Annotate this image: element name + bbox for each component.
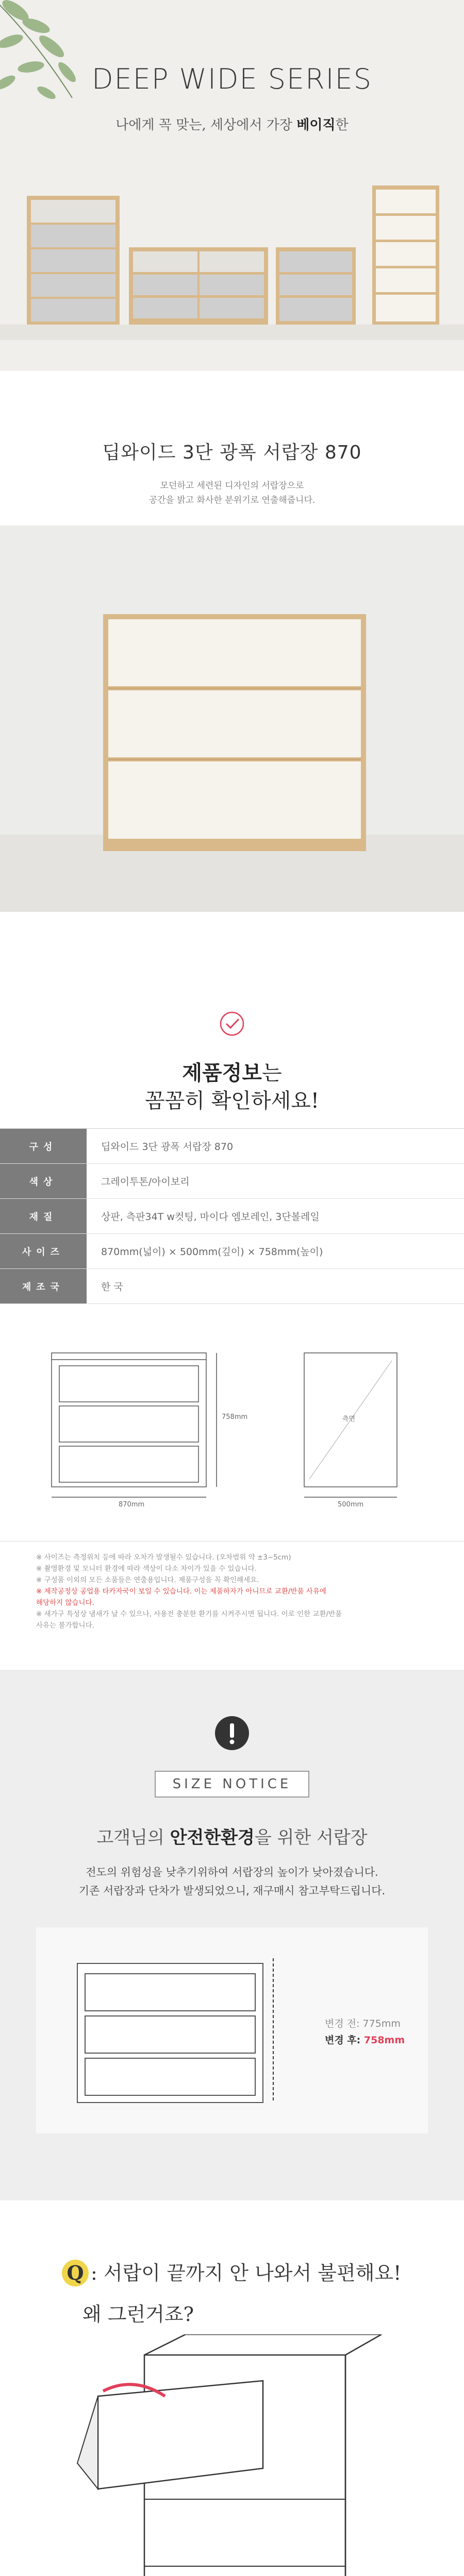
info-title: 제품정보는 꼼꼼히 확인하세요! (145, 1061, 319, 1113)
notes-section (0, 1541, 464, 1670)
dimension-diagram-section (0, 1304, 464, 1541)
note-item-warning: 해당하지 않습니다. (36, 1599, 94, 1607)
info-header-section (0, 912, 464, 1128)
size-notice-label: SIZE NOTICE (155, 1771, 309, 1798)
note-item: ※ 촬영환경 및 모니터 환경에 따라 색상이 다소 차이가 있을 수 있습니다. (36, 1565, 257, 1573)
check-circle-icon (218, 1010, 246, 1038)
note-item-warning: ※ 제작공정상 공업용 타카자국이 보일 수 있습니다. 이는 제품하자가 아니므로 교환/반품 사유에 (36, 1587, 326, 1596)
hero-section (0, 0, 464, 371)
height-label: 758mm (222, 1413, 248, 1421)
product-description: 모던하고 세련된 디자인의 서랍장으로 공간을 밝고 화사한 분위기로 연출해줍니다. (148, 481, 316, 505)
note-item: ※ 사이즈는 측정위치 등에 따라 오차가 발생될수 있습니다. (오차범위 약 ±3~5cm) (36, 1553, 291, 1562)
question-line-1: Q : 서랍이 끝까지 안 나와서 불편해요! (62, 2257, 401, 2286)
note-item: 사유는 불가합니다. (36, 1621, 94, 1630)
leaves-decoration (0, 0, 108, 118)
notice-text: 전도의 위험성을 낮추기위하여 서랍장의 높이가 낮아졌습니다. 기존 서랍장과 단차가 발생되었으니, 재구매시 참고부탁드립니다. (78, 1866, 386, 1897)
series-subtitle: 나에게 꼭 맞는, 세상에서 가장 베이직한 (115, 117, 349, 133)
width-label: 870mm (119, 1501, 145, 1509)
dimension-diagram (0, 1304, 464, 1541)
spec-value: 그레이투톤/아이보리 (101, 1176, 190, 1188)
spec-label: 색상 (0, 1164, 87, 1198)
spec-table (0, 1128, 464, 1304)
spec-row-color (0, 1164, 464, 1199)
after-size-label: 변경 후: 758mm (325, 2035, 405, 2046)
size-notice-section (0, 1670, 464, 2200)
spec-row-origin (0, 1269, 464, 1304)
notice-headline: 고객님의 안전한환경을 위한 서랍장 (96, 1827, 368, 1848)
spec-label: 구성 (0, 1129, 87, 1163)
question-line-2: 왜 그런거죠? (82, 2303, 194, 2326)
spec-row-material (0, 1199, 464, 1234)
spec-value: 한 국 (101, 1281, 123, 1293)
spec-value: 상판, 측판34T w컷팅, 마이다 엠보레인, 3단볼레일 (101, 1211, 320, 1223)
note-item: ※ 새가구 특성상 냄새가 날 수 있으나, 사용전 충분한 환기를 시켜주시면 됩니다. 이로 인한 교환/반품 (36, 1610, 342, 1618)
spec-value: 870mm(넓이) × 500mm(깊이) × 758mm(높이) (101, 1246, 323, 1258)
q-badge: Q (62, 2260, 89, 2286)
spec-label: 제조국 (0, 1269, 87, 1303)
side-label: 측면 (342, 1415, 356, 1423)
spec-row-size (0, 1234, 464, 1269)
size-change-image (36, 1927, 428, 2133)
note-item: ※ 구성품 이외의 모든 소품들은 연출용입니다. 제품구성을 꼭 확인해세요. (36, 1576, 259, 1584)
product-title-section (0, 371, 464, 526)
qa-section (0, 2200, 464, 2576)
product-lineup-image (0, 170, 464, 340)
spec-label: 재질 (0, 1199, 87, 1233)
product-photo-section (0, 526, 464, 912)
spec-label: 사이즈 (0, 1234, 87, 1268)
product-title: 딥와이드 3단 광폭 서랍장 870 (102, 442, 362, 463)
depth-label: 500mm (338, 1501, 364, 1509)
spec-value: 딥와이드 3단 광폭 서랍장 870 (101, 1141, 234, 1153)
drawer-stopper-image (67, 2334, 397, 2576)
series-title: DEEP WIDE SERIES (92, 63, 372, 95)
exclamation-icon (215, 1716, 249, 1750)
product-photo (0, 526, 464, 912)
spec-row-composition (0, 1129, 464, 1164)
before-size-label: 변경 전: 775mm (325, 2018, 401, 2029)
